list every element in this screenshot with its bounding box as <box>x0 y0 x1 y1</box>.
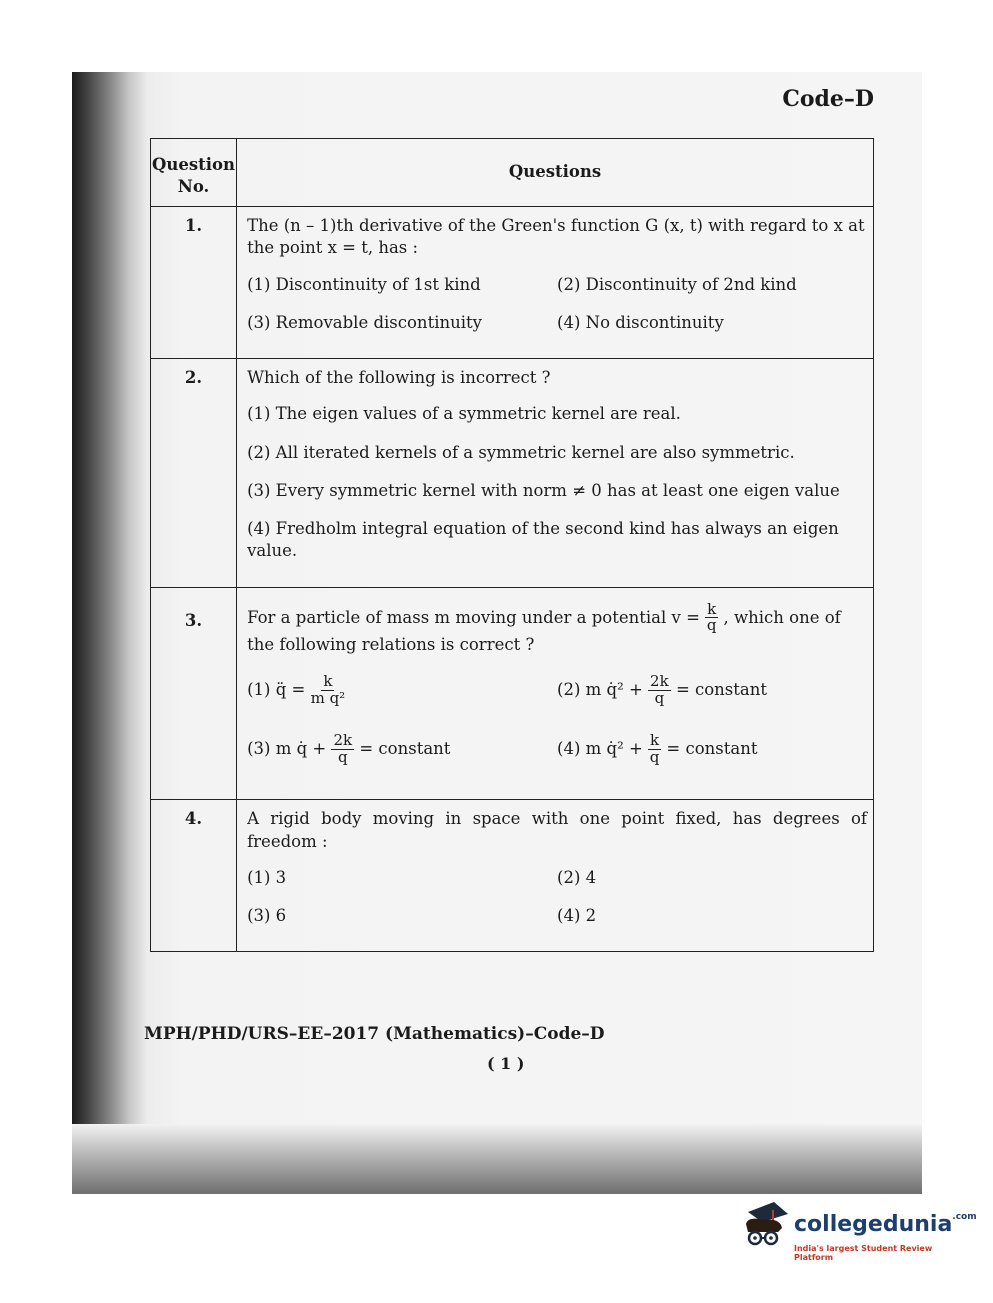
option-4: (4) 2 <box>557 906 597 926</box>
option-label: (1) <box>247 680 271 700</box>
options-row <box>247 905 867 927</box>
question-row-4 <box>151 800 874 952</box>
question-body <box>237 207 874 359</box>
question-text <box>247 599 867 657</box>
option-2: (2) 4 <box>557 867 597 887</box>
fraction-denominator: q <box>337 747 348 766</box>
option-rhs: = constant <box>675 680 768 700</box>
option-3: (3) 6 <box>247 906 287 926</box>
fraction-numerator: k <box>323 672 333 691</box>
option-label: (4) <box>557 738 581 758</box>
potential-fraction <box>705 599 718 635</box>
option-fraction <box>648 674 671 707</box>
option-3: (3) Every symmetric kernel with norm ≠ 0 has at least one eigen value <box>247 480 840 500</box>
question-text-a: For a particle of mass m moving under a potential v = <box>247 607 700 627</box>
fraction-numerator: 2k <box>333 730 353 749</box>
logo-com: .com <box>952 1212 977 1222</box>
option-4: (4) No discontinuity <box>557 312 724 332</box>
question-row-3 <box>151 587 874 800</box>
question-text: Which of the following is incorrect ? <box>247 368 551 388</box>
option-2: (2) All iterated kernels of a symmetric kernel are also symmetric. <box>247 442 795 462</box>
options-row <box>247 867 867 889</box>
mascot-icon <box>738 1198 792 1260</box>
fraction-numerator: k <box>707 599 717 618</box>
logo-wordmark <box>794 1212 977 1237</box>
question-table <box>150 138 874 952</box>
header-question-no: Question No. <box>151 139 237 207</box>
question-text: A rigid body moving in space with one point fixed, has degrees of freedom : <box>247 809 867 851</box>
collegedunia-logo <box>738 1198 977 1268</box>
page-number: ( 1 ) <box>487 1054 525 1073</box>
scan-shadow <box>72 1124 922 1194</box>
table-header-row <box>151 139 874 207</box>
logo-word: collegedunia <box>794 1212 953 1237</box>
paper-footer-title: MPH/PHD/URS–EE–2017 (Mathematics)–Code–D <box>144 1024 605 1044</box>
question-number: 3. <box>151 587 237 800</box>
option-1: (1) The eigen values of a symmetric kernel are real. <box>247 404 681 424</box>
option-label: (3) <box>247 738 271 758</box>
fraction-numerator: 2k <box>650 672 669 691</box>
option-label: (2) <box>557 680 581 700</box>
option-3: (3) Removable discontinuity <box>247 312 482 332</box>
question-text: The (n – 1)th derivative of the Green's function G (x, t) with regard to x at the point x = t, has : <box>247 216 865 258</box>
option-2 <box>557 674 867 707</box>
question-row-1 <box>151 207 874 359</box>
fraction-denominator: m q² <box>310 689 346 708</box>
option-4: (4) Fredholm integral equation of the second kind has always an eigen value. <box>247 519 839 561</box>
option-1: (1) Discontinuity of 1st kind <box>247 274 481 294</box>
fraction-denominator: q <box>649 747 660 766</box>
option-fraction <box>331 730 354 766</box>
option-rhs: = constant <box>359 738 451 758</box>
question-text-b: , which one of the following relations is correct ? <box>247 607 841 655</box>
options-row <box>247 674 867 707</box>
option-2: (2) Discontinuity of 2nd kind <box>557 274 797 294</box>
question-number: 4. <box>151 800 237 952</box>
option-1: (1) 3 <box>247 867 287 887</box>
fraction-denominator: q <box>706 616 717 635</box>
header-questions: Questions <box>237 139 874 207</box>
paper-code: Code–D <box>782 86 874 112</box>
option-3 <box>247 730 557 766</box>
logo-tagline: India's largest Student Review Platform <box>794 1244 933 1262</box>
question-body <box>237 587 874 800</box>
question-body <box>237 800 874 952</box>
option-fraction <box>311 674 346 707</box>
fraction-denominator: q <box>654 689 665 708</box>
question-number: 1. <box>151 207 237 359</box>
option-lhs: m q̇ + <box>275 738 327 758</box>
option-4 <box>557 730 867 766</box>
option-fraction <box>648 730 661 766</box>
options-row <box>247 274 867 296</box>
option-lhs: m q̇² + <box>585 680 643 700</box>
option-lhs: q̈ = <box>275 680 306 700</box>
options-row <box>247 730 867 766</box>
fraction-numerator: k <box>650 730 660 749</box>
options-row <box>247 312 867 334</box>
scanned-page <box>72 72 922 1194</box>
option-lhs: m q̇² + <box>585 738 643 758</box>
question-number: 2. <box>151 359 237 588</box>
question-row-2 <box>151 359 874 588</box>
question-body <box>237 359 874 588</box>
option-1 <box>247 674 557 707</box>
option-rhs: = constant <box>666 738 758 758</box>
